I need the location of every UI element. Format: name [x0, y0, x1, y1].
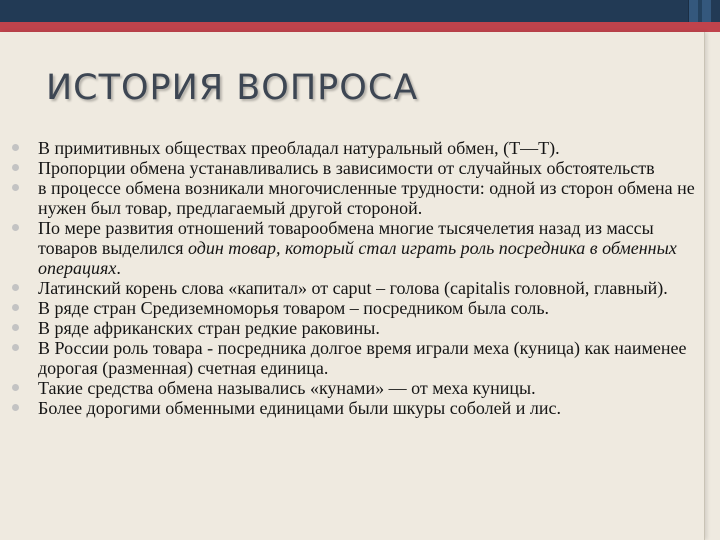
bullet-item — [12, 378, 702, 398]
bullet-text-end: . — [116, 258, 121, 278]
corner-accent-line — [698, 0, 702, 22]
bullet-text: в процессе обмена возникали многочисленные трудности: одной из сторон обмена не нужен был товар, предлагаемый другой стороной. — [38, 178, 695, 218]
bullet-item — [12, 138, 702, 158]
bullet-dot-icon — [12, 224, 19, 231]
bullet-dot-icon — [12, 404, 19, 411]
bullet-dot-icon — [12, 384, 19, 391]
bullet-text: Такие средства обмена назывались «кунами» — от меха куницы. — [38, 378, 536, 398]
bullet-text: Пропорции обмена устанавливались в зависимости от случайных обстоятельств — [38, 158, 655, 178]
bullet-text-italic: один товар, который стал играть роль посредника в обменных операциях — [38, 238, 677, 278]
bullet-item — [12, 398, 702, 418]
bullet-item — [12, 158, 702, 178]
bullet-text: В ряде стран Средиземноморья товаром – посредником была соль. — [38, 298, 550, 318]
slide-title: ИСТОРИЯ ВОПРОСА — [46, 68, 419, 108]
bullet-dot-icon — [12, 284, 19, 291]
bullet-text: В России роль товара - посредника долгое время играли меха (куница) как наименее дорогая (разменная) счетная единица. — [38, 338, 687, 378]
bullet-text: В ряде африканских стран редкие раковины. — [38, 318, 380, 338]
bullet-item — [12, 278, 702, 298]
bullet-item — [12, 218, 702, 278]
bullet-dot-icon — [12, 344, 19, 351]
bullet-text: Латинский корень слова «капитал» от caput – голова (capitalis головной, главный). — [38, 278, 668, 298]
bullet-dot-icon — [12, 144, 19, 151]
bullet-text: Более дорогими обменными единицами были шкуры соболей и лис. — [38, 398, 562, 418]
header-band — [0, 0, 720, 22]
bullet-dot-icon — [12, 184, 19, 191]
bullet-dot-icon — [12, 324, 19, 331]
bullet-item — [12, 178, 702, 218]
header-stripe — [0, 22, 720, 32]
bullet-list — [12, 138, 702, 418]
bullet-item — [12, 318, 702, 338]
bullet-item — [12, 298, 702, 318]
bullet-dot-icon — [12, 304, 19, 311]
bullet-text: В примитивных обществах преобладал натуральный обмен, (Т—Т). — [38, 138, 560, 158]
bullet-text: По мере развития отношений товарообмена многие тысячелетия назад из массы товаров выделился — [38, 218, 654, 258]
bullet-item — [12, 338, 702, 378]
bullet-dot-icon — [12, 164, 19, 171]
